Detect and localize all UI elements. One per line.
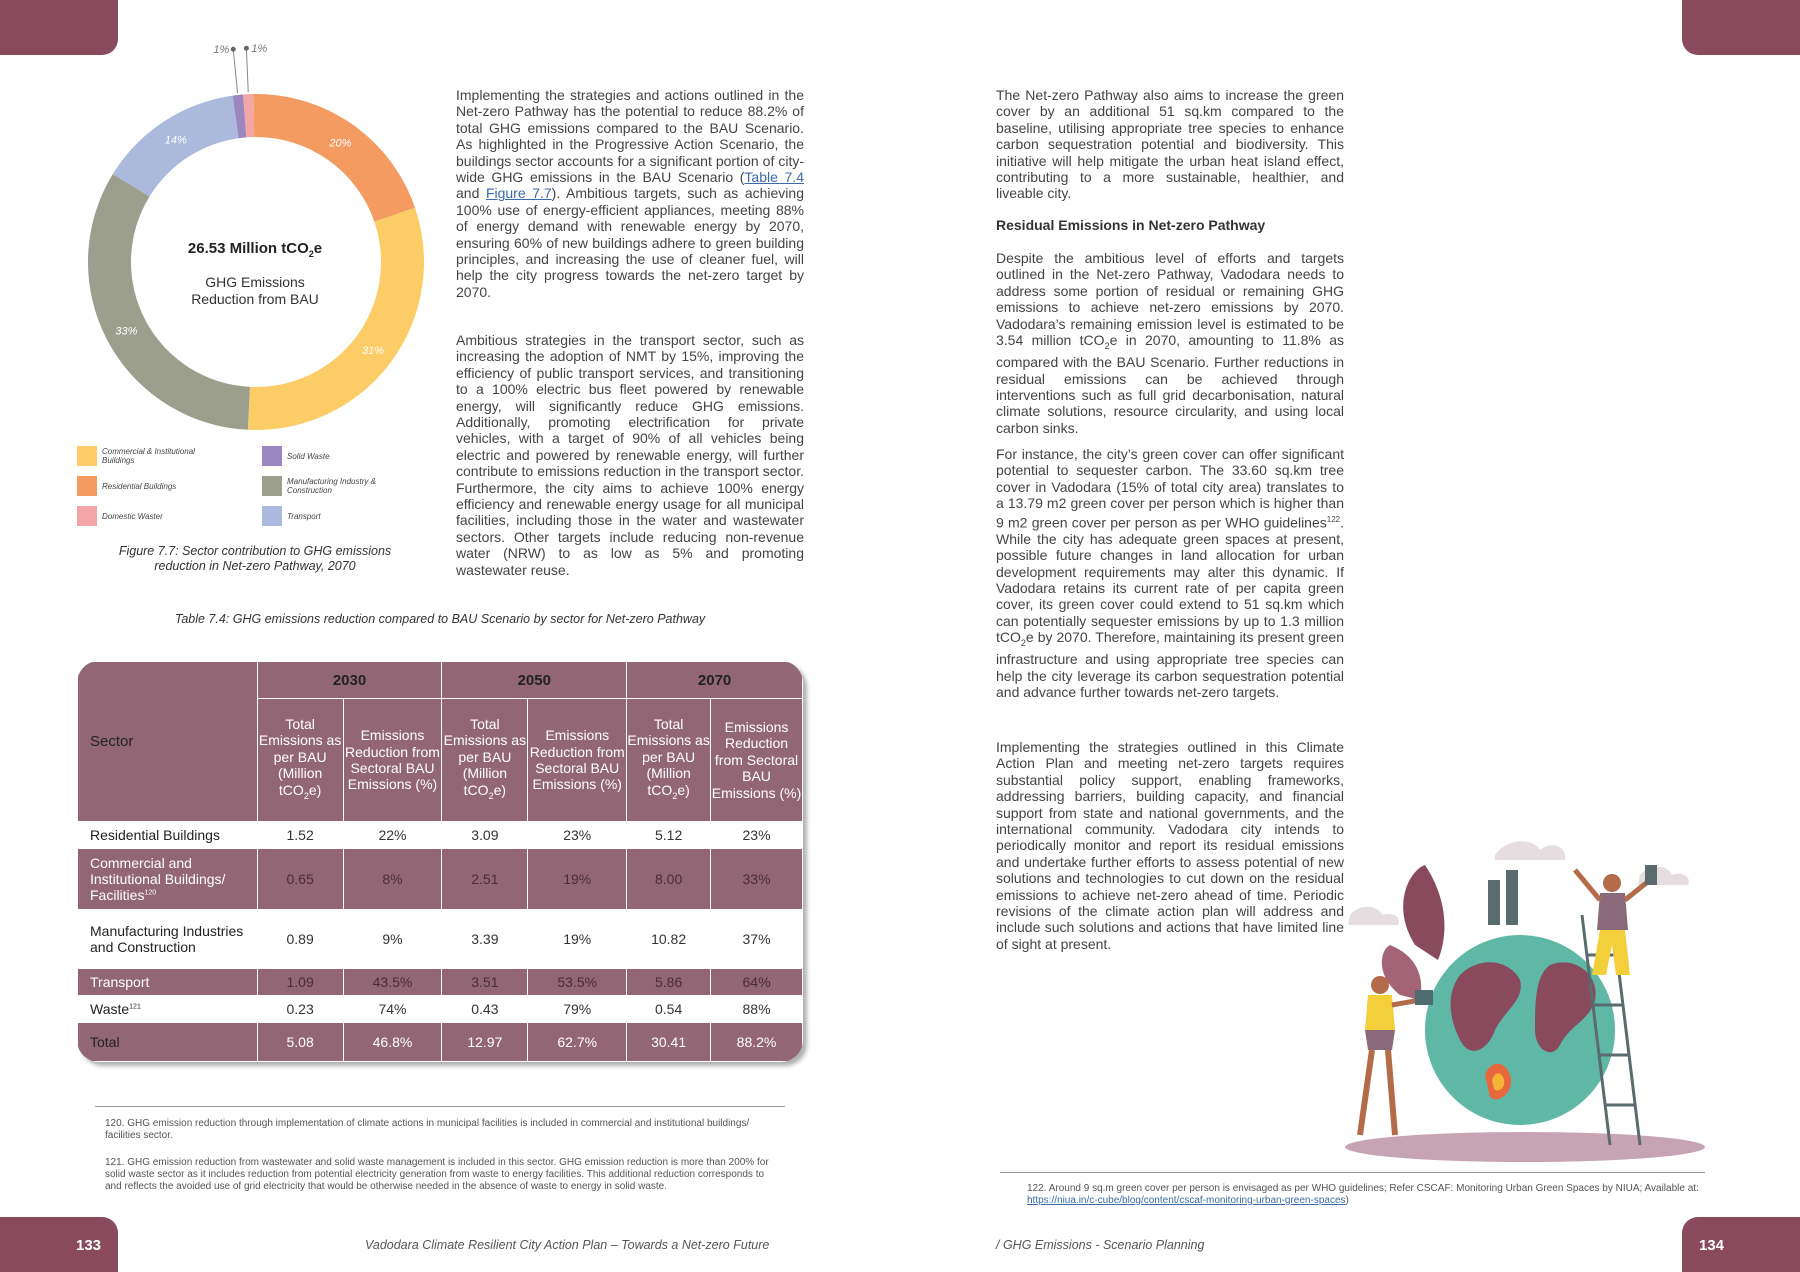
- slice-label: 20%: [329, 137, 352, 150]
- footnote-122: 122. Around 9 sq.m green cover per person is envisaged as per WHO guidelines; Refer CSCAF: Monitoring Urban Green Spaces by NIUA; Available at: https://niua.in/c-cube/blog/content/cscaf-monitoring-urban-green-spaces): [1027, 1183, 1699, 1206]
- value-cell: 5.12: [627, 822, 711, 849]
- value-cell: 19%: [528, 910, 627, 969]
- emissions-table: [77, 661, 803, 1062]
- value-cell: 5.08: [257, 1023, 343, 1062]
- footer-left: Vadodara Climate Resilient City Action Plan – Towards a Net-zero Future: [365, 1238, 770, 1252]
- table-row: [78, 969, 803, 996]
- climate-action-illustration: [1320, 835, 1720, 1165]
- value-cell: 43.5%: [343, 969, 442, 996]
- left-paragraph-2: Ambitious strategies in the transport sector, such as increasing the adoption of NMT by 15%, improving the efficiency of public transport services, and transitioning to a 100% electric bus fleet powered by renewable energy, will significantly reduce GHG emissions. Additionally, promoting electrification for private vehicles, with a target of 90% of all vehicles being electric and powered by renewable energy, will further contribute to emissions reduction in the transport sector. Furthermore, the city aims to achieve 100% energy efficiency and renewable energy usage for all municipal facilities, including those in the water and wastewater sectors. Other targets include reducing non-revenue water (NRW) to as low as 5% and promoting wastewater reuse.: [456, 332, 804, 578]
- total-emissions-header: Total Emissions as per BAU (Million tCO$_2$e): [257, 699, 343, 822]
- slice-leader-line: [246, 48, 248, 92]
- value-cell: 9%: [343, 910, 442, 969]
- legend-item: Residential Buildings: [77, 476, 227, 496]
- value-cell: 3.09: [442, 822, 528, 849]
- page-number-left: 133: [76, 1237, 102, 1254]
- legend-item: Commercial & Institutional Buildings: [77, 446, 227, 466]
- value-cell: 10.82: [627, 910, 711, 969]
- value-cell: 19%: [528, 849, 627, 910]
- value-cell: 5.86: [627, 969, 711, 996]
- value-cell: 2.51: [442, 849, 528, 910]
- right-paragraph-2: Despite the ambitious level of efforts and targets outlined in the Net-zero Pathway, Vadodara needs to address some portion of residual or remaining GHG emissions to achieve net-zero emissions by 2070. Vadodara’s remaining emission level is estimated to be 3.54 million tCO$_2$e in 2070, amounting to 11.8% as compared with the BAU Scenario. Further reductions in residual emissions can be achieved through interventions such as full grid decarbonisation, natural climate solutions, resource circularity, and using local carbon sinks.: [996, 250, 1345, 436]
- value-cell: 0.54: [627, 996, 711, 1023]
- legend-swatch: [262, 446, 282, 466]
- total-emissions-header: Total Emissions as per BAU (Million tCO$_2$e): [627, 699, 711, 822]
- value-cell: 74%: [343, 996, 442, 1023]
- legend-item: Manufacturing Industry & Construction: [262, 476, 387, 496]
- value-cell: 0.23: [257, 996, 343, 1023]
- donut-center-title: 26.53 Million tCO$_2$e: [187, 240, 323, 259]
- value-cell: 88%: [711, 996, 803, 1023]
- right-paragraph-1: The Net-zero Pathway also aims to increase the green cover by an additional 51 sq.km compared to the baseline, utilising appropriate tree species to enhance carbon sequestration potential and biodiversity. This initiative will help mitigate the urban heat island effect, contributing to a more sustainable, healthier, and liveable city.: [996, 87, 1344, 202]
- sector-cell: Residential Buildings: [78, 822, 258, 849]
- legend-swatch: [77, 446, 97, 466]
- footnote-120: 120. GHG emission reduction through implementation of climate actions in municipal facilities is included in commercial and institutional buildings/ facilities sector.: [105, 1118, 750, 1141]
- value-cell: 8%: [343, 849, 442, 910]
- slice-label: 33%: [115, 325, 138, 338]
- table-row: [78, 996, 803, 1023]
- reduction-header: Emissions Reduction from Sectoral BAU Emissions (%): [528, 699, 627, 822]
- value-cell: 22%: [343, 822, 442, 849]
- value-cell: 0.89: [257, 910, 343, 969]
- slice-label: 31%: [362, 345, 385, 358]
- table-row: [78, 1023, 803, 1062]
- year-header-2030: 2030: [257, 662, 442, 699]
- donut-slice: [254, 94, 415, 222]
- section-heading: Residual Emissions in Net-zero Pathway: [996, 217, 1266, 233]
- value-cell: 64%: [711, 969, 803, 996]
- year-header-2050: 2050: [442, 662, 627, 699]
- legend-swatch: [262, 506, 282, 526]
- value-cell: 46.8%: [343, 1023, 442, 1062]
- sector-cell: Transport: [78, 969, 258, 996]
- niua-link[interactable]: https://niua.in/c-cube/blog/content/cscaf-monitoring-urban-green-spaces: [1027, 1195, 1346, 1206]
- footnote-divider-left: [95, 1106, 785, 1107]
- slice-leader-line: [233, 49, 237, 93]
- slice-label: 14%: [164, 134, 187, 147]
- slice-leader-dot: [231, 47, 236, 52]
- footer-right: / GHG Emissions - Scenario Planning: [996, 1238, 1205, 1252]
- table-row: [78, 822, 803, 849]
- legend-item: Solid Waste: [262, 446, 412, 466]
- table-7-4-link[interactable]: Table 7.4: [744, 169, 804, 186]
- value-cell: 0.43: [442, 996, 528, 1023]
- slice-leader-dot: [244, 46, 249, 51]
- right-paragraph-3: For instance, the city’s green cover can offer significant potential to sequester carbon. The 33.60 sq.km tree cover in Vadodara (15% of total city area) translates to a 13.79 m2 green cover per person which is higher than 9 m2 green cover per person as per WHO guidelines$^{122}$. While the city has adequate green spaces at present, possible future changes in land allocation for urban development requirements may alter this dynamic. If Vadodara retains its current rate of per capita green cover, its green cover could extend to 51 sq.km which can potentially sequester emissions by up to 1.3 million tCO$_2$e by 2070. Therefore, maintaining its present green infrastructure and using appropriate tree species can help the city leverage its carbon sequestration potential and advance further towards net-zero targets.: [996, 446, 1344, 701]
- value-cell: 3.51: [442, 969, 528, 996]
- table-row: [78, 849, 803, 910]
- value-cell: 23%: [528, 822, 627, 849]
- donut-center-subtitle: GHG Emissions Reduction from BAU: [191, 274, 319, 307]
- value-cell: 23%: [711, 822, 803, 849]
- legend-item: Domestic Waster: [77, 506, 227, 526]
- right-paragraph-4: Implementing the strategies outlined in this Climate Action Plan and meeting net-zero targets requires substantial policy support, enabling frameworks, addressing barriers, building capacity, and financial support from state and national governments, and the international community. Vadodara city intends to periodically monitor and report its residual emissions and undertake further efforts to assess potential of new solutions and technologies to cut down on the residual emissions to achieve net-zero ahead of time. Periodic revisions of the climate action plan will address and include such solutions and actions that have limited line of sight at present.: [996, 739, 1344, 952]
- total-emissions-header: Total Emissions as per BAU (Million tCO$_2$e): [442, 699, 528, 822]
- page-number-right: 134: [1698, 1237, 1724, 1254]
- sector-cell: Manufacturing Industries and Construction: [78, 910, 258, 969]
- footnote-121: 121. GHG emission reduction from wastewater and solid waste management is included in this sector. GHG emission reduction is more than 200% for solid waste sector as it includes reduction from potential electricity generation from waste to energy facilities. This additional reduction corresponds to and reflects the avoided use of grid electricity that would be otherwise needed in the absence of waste to energy in solid waste.: [105, 1157, 769, 1192]
- figure-caption: Figure 7.7: Sector contribution to GHG emissions reduction in Net-zero Pathway, 2070: [118, 544, 392, 573]
- corner-tab-top-right: [1682, 0, 1800, 55]
- value-cell: 12.97: [442, 1023, 528, 1062]
- value-cell: 30.41: [627, 1023, 711, 1062]
- value-cell: 1.52: [257, 822, 343, 849]
- value-cell: 0.65: [257, 849, 343, 910]
- value-cell: 53.5%: [528, 969, 627, 996]
- value-cell: 8.00: [627, 849, 711, 910]
- footnote-divider-right: [1000, 1172, 1705, 1173]
- figure-7-7-link[interactable]: Figure 7.7: [485, 185, 552, 202]
- sector-cell: Waste$^{121}$: [78, 996, 258, 1023]
- value-cell: 88.2%: [711, 1023, 803, 1062]
- sector-cell: Commercial and Institutional Buildings/ Facilities$^{120}$: [78, 849, 258, 910]
- sector-cell: Total: [78, 1023, 258, 1062]
- legend-item: Transport: [262, 506, 412, 526]
- value-cell: 79%: [528, 996, 627, 1023]
- value-cell: 62.7%: [528, 1023, 627, 1062]
- left-paragraph-1: Implementing the strategies and actions outlined in the Net-zero Pathway has the potential to reduce 88.2% of total GHG emissions compared to the BAU Scenario. As highlighted in the Progressive Action Scenario, the buildings sector accounts for a significant portion of city-wide GHG emissions in the BAU Scenario (Table 7.4 and Figure 7.7). Ambitious targets, such as achieving 100% use of energy-efficient appliances, meeting 88% of energy demand with renewable energy by 2070, ensuring 60% of new buildings adhere to green building principles, and increasing the use of cleaner fuel, will help the city progress towards the net-zero target by 2070.: [456, 87, 804, 300]
- slice-label: 1%: [213, 44, 230, 57]
- slice-label: 1%: [251, 43, 268, 56]
- legend-swatch: [262, 476, 282, 496]
- value-cell: 37%: [711, 910, 803, 969]
- value-cell: 3.39: [442, 910, 528, 969]
- table-row: [78, 910, 803, 969]
- value-cell: 33%: [711, 849, 803, 910]
- reduction-header: Emissions Reduction from Sectoral BAU Emissions (%): [343, 699, 442, 822]
- value-cell: 1.09: [257, 969, 343, 996]
- year-header-2070: 2070: [627, 662, 803, 699]
- legend-swatch: [77, 476, 97, 496]
- table-caption: Table 7.4: GHG emissions reduction compared to BAU Scenario by sector for Net-zero Pathway: [174, 612, 706, 626]
- reduction-header: Emissions Reduction from Sectoral BAU Emissions (%): [711, 699, 803, 822]
- legend-swatch: [77, 506, 97, 526]
- sector-column-header: Sector: [78, 662, 258, 822]
